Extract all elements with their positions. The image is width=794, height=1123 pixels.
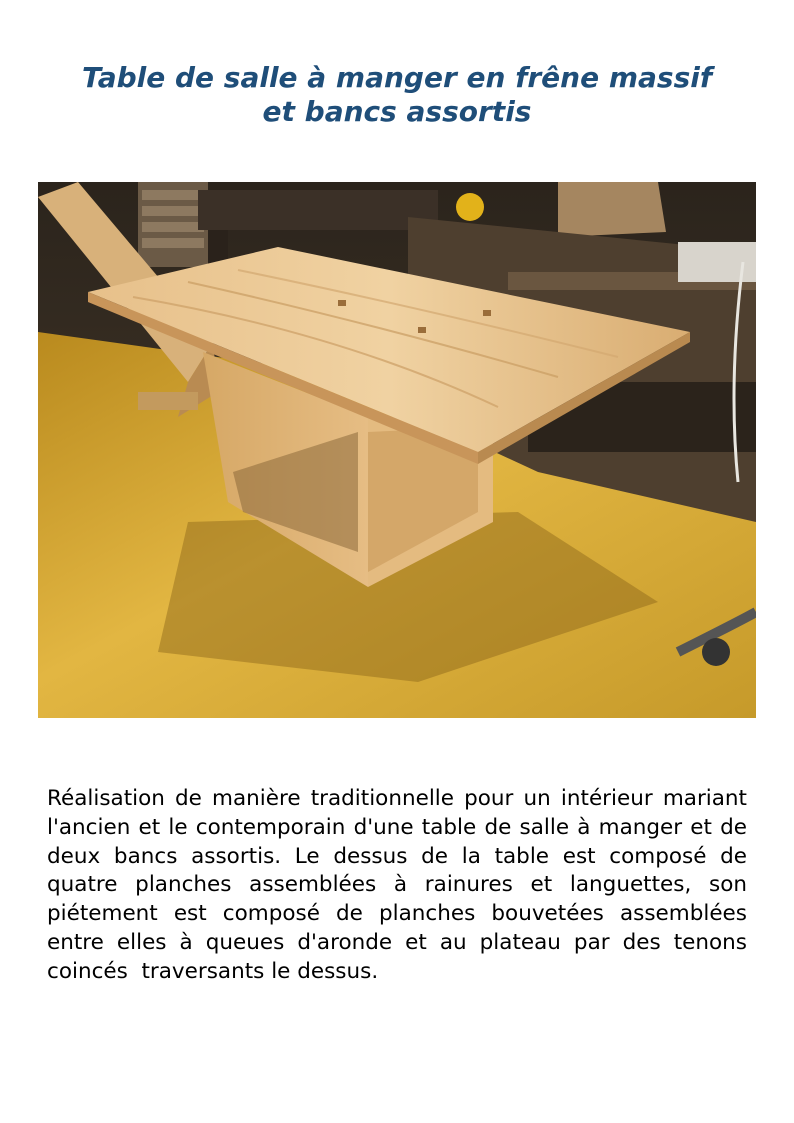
table-photo-illustration bbox=[38, 182, 756, 718]
table-photo bbox=[38, 182, 756, 718]
page-title-line2: et bancs assortis bbox=[262, 94, 532, 128]
page-title-line1: Table de salle à manger en frêne massif bbox=[81, 60, 713, 94]
page-title bbox=[40, 61, 754, 129]
description-paragraph: Réalisation de manière traditionnelle pour un intérieur mariant l'ancien et le contemporain d'une table de salle à manger et de deux bancs assortis. Le dessus de la table est composé de quatre planches assemblées à rainures et languettes, son piétement est composé de planches bouvetées assemblées entre elles à queues d'aronde et au plateau par des tenons coincés traversants le dessus. bbox=[47, 786, 761, 984]
